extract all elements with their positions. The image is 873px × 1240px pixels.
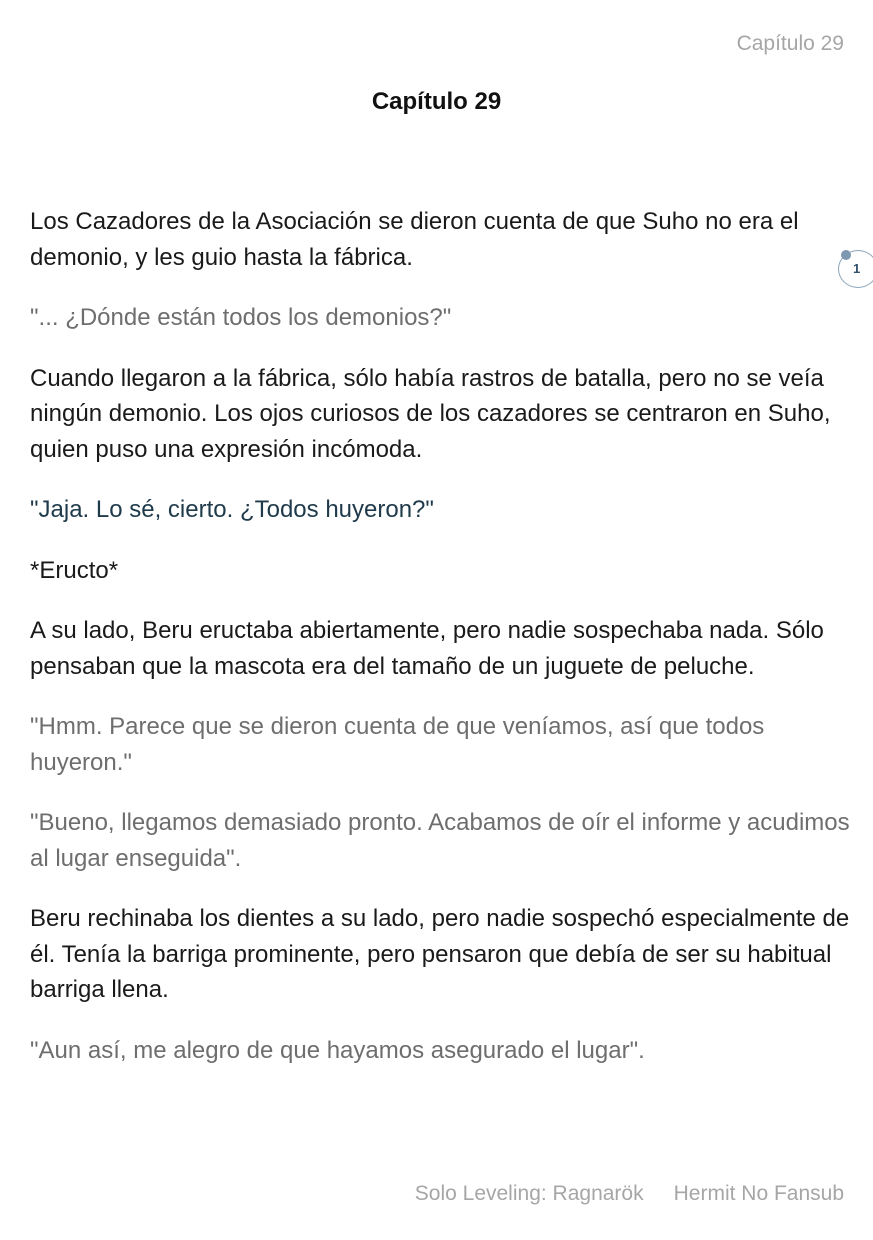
paragraph: *Eructo* <box>30 556 119 584</box>
paragraph: "... ¿Dónde están todos los demonios?" <box>30 304 452 331</box>
marker-dot-icon <box>841 250 851 260</box>
chapter-title: Capítulo 29 <box>371 88 502 115</box>
running-header: Capítulo 29 <box>736 32 844 55</box>
paragraph: "Bueno, llegamos demasiado pronto. Acabamos de oír el informe y acudimos al lugar enseguida". <box>30 809 850 872</box>
paragraph: "Jaja. Lo sé, cierto. ¿Todos huyeron?" <box>30 496 434 523</box>
paragraph: Los Cazadores de la Asociación se dieron cuenta de que Suho no era el demonio, y les guio hasta la fábrica. <box>30 208 799 271</box>
page-marker-number: 1 <box>853 261 861 276</box>
paragraph: A su lado, Beru eructaba abiertamente, pero nadie sospechaba nada. Sólo pensaban que la mascota era del tamaño de un juguete de peluche. <box>30 617 824 680</box>
paragraph: Cuando llegaron a la fábrica, sólo había rastros de batalla, pero no se veía ningún demonio. Los ojos curiosos de los cazadores se centraron en Suho, quien puso una expresión incómoda. <box>30 364 831 463</box>
page-marker-button[interactable] <box>838 250 873 288</box>
chapter-body <box>30 204 850 1093</box>
footer-translator: Hermit No Fansub <box>673 1182 844 1205</box>
footer-book-title: Solo Leveling: Ragnarök <box>414 1182 644 1205</box>
paragraph: Beru rechinaba los dientes a su lado, pero nadie sospechó especialmente de él. Tenía la barriga prominente, pero pensaron que debía de ser su habitual barriga llena. <box>30 905 850 1003</box>
paragraph: "Aun así, me alegro de que hayamos asegurado el lugar". <box>30 1036 645 1064</box>
page-footer <box>415 1182 844 1206</box>
paragraph: "Hmm. Parece que se dieron cuenta de que veníamos, así que todos huyeron." <box>30 713 765 776</box>
